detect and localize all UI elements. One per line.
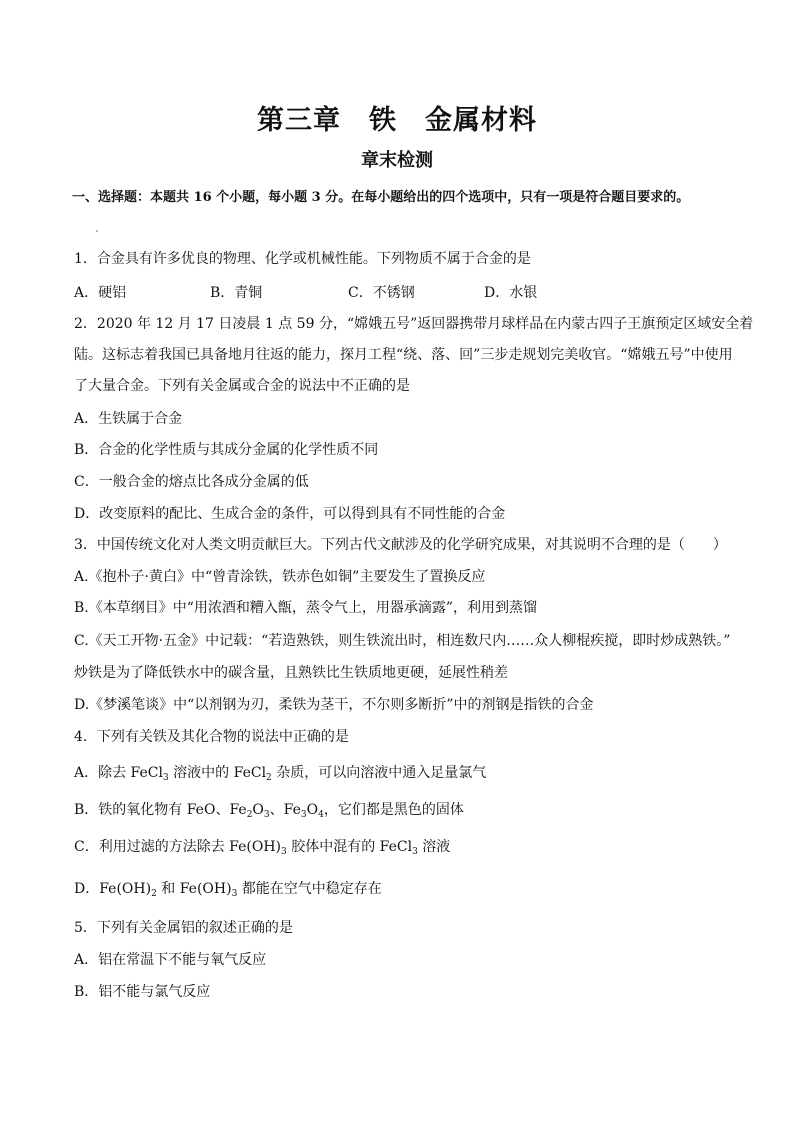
q3-option-d: D.《梦溪笔谈》中“以剂钢为刃，柔铁为茎干，不尔则多断折”中的剂钢是指铁的合金 bbox=[74, 697, 594, 713]
q3-stem: 3．中国传统文化对人类文明贡献巨大。下列古代文献涉及的化学研究成果，对其说明不合理的是（ ） bbox=[74, 537, 727, 553]
q3-option-c-continued: 炒铁是为了降低铁水中的碳含量，且熟铁比生铁质地更硬，延展性稍差 bbox=[74, 665, 508, 681]
q5-option-b: B．铝不能与氯气反应 bbox=[74, 984, 211, 1000]
q2-option-a: A．生铁属于合金 bbox=[74, 411, 183, 427]
q4-stem: 4．下列有关铁及其化合物的说法中正确的是 bbox=[74, 729, 349, 745]
q3-option-c: C.《天工开物·五金》中记载：“若造熟铁，则生铁流出时，相连数尺内……众人柳棍疾搅，即时炒成熟铁。” bbox=[74, 633, 731, 649]
q2-option-c: C．一般合金的熔点比各成分金属的低 bbox=[74, 474, 309, 490]
stray-mark bbox=[96, 230, 98, 232]
q2-option-b: B．合金的化学性质与其成分金属的化学性质不同 bbox=[74, 442, 379, 458]
page-title: 第三章 铁 金属材料 bbox=[257, 105, 537, 136]
q2-stem-line: 2．2020 年 12 月 17 日凌晨 1 点 59 分，“嫦娥五号”返回器携带月球样品在内蒙古四子王旗预定区域安全着 bbox=[74, 316, 754, 332]
q5-stem: 5．下列有关金属铝的叙述正确的是 bbox=[74, 920, 293, 936]
page-subtitle: 章末检测 bbox=[361, 150, 433, 171]
q4-option-b: B．铁的氧化物有 FeO、$Fe_2O_3$、$Fe_3O_4$，它们都是黑色的固体 bbox=[74, 802, 464, 820]
q1-option-c: C．不锈钢 bbox=[348, 285, 415, 301]
q4-option-c: C．利用过滤的方法除去 $Fe(OH)_3$ 胶体中混有的 FeCl$_3$ 溶液 bbox=[74, 839, 451, 857]
q2-option-d: D．改变原料的配比、生成合金的条件，可以得到具有不同性能的合金 bbox=[74, 506, 506, 522]
q3-option-a: A.《抱朴子·黄白》中“曾青涂铁，铁赤色如铜”主要发生了置换反应 bbox=[74, 569, 486, 585]
q3-option-b: B.《本草纲目》中“用浓酒和糟入甑，蒸令气上，用器承滴露”，利用到蒸馏 bbox=[74, 600, 538, 616]
section-instructions: 一、选择题：本题共 16 个小题，每小题 3 分。在每小题给出的四个选项中，只有一项是符合题目要求的。 bbox=[72, 190, 690, 205]
q1-options bbox=[74, 282, 714, 302]
q5-option-a: A．铝在常温下不能与氧气反应 bbox=[74, 952, 267, 968]
q1-option-b: B．青铜 bbox=[210, 285, 263, 301]
q1-stem: 1．合金具有许多优良的物理、化学或机械性能。下列物质不属于合金的是 bbox=[74, 251, 531, 267]
q4-option-a: A．除去 FeCl$_3$ 溶液中的 FeCl$_2$ 杂质，可以向溶液中通入足量氯气 bbox=[74, 765, 487, 783]
q2-stem-line: 了大量合金。下列有关金属或合金的说法中不正确的是 bbox=[74, 378, 410, 394]
q1-option-d: D．水银 bbox=[484, 285, 538, 301]
q2-stem-line: 陆。这标志着我国已具备地月往返的能力，探月工程“绕、落、回”三步走规划完美收官。“嫦娥五号”中使用 bbox=[74, 347, 733, 363]
q4-option-d: D．$Fe(OH)_2$ 和 $Fe(OH)_3$ 都能在空气中稳定存在 bbox=[74, 881, 382, 899]
q1-option-a: A．硬铝 bbox=[74, 285, 127, 301]
